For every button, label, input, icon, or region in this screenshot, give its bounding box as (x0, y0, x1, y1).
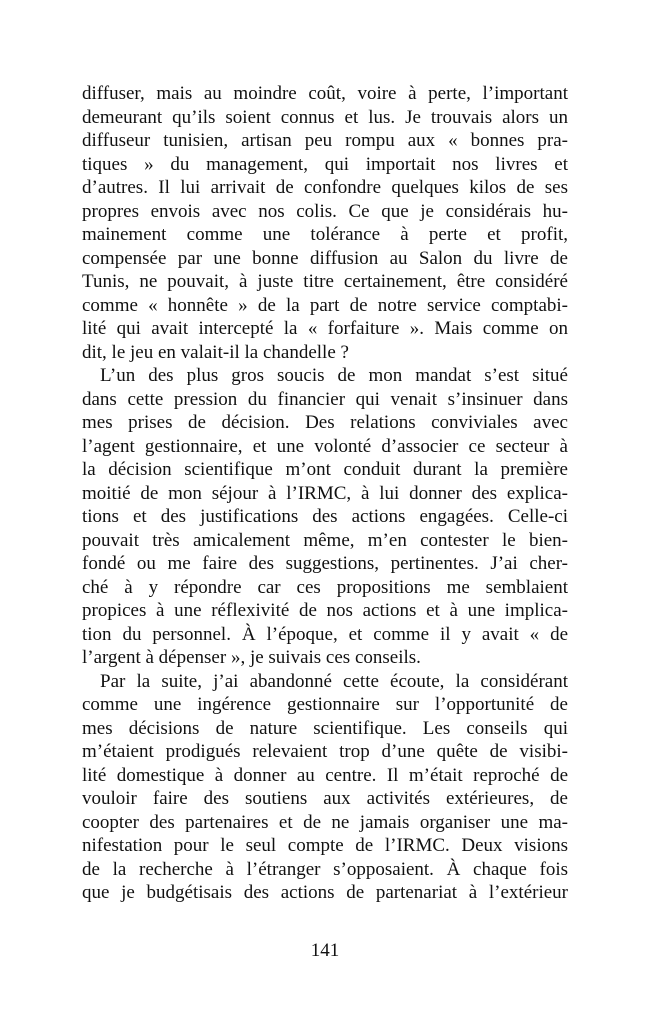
text-line: tion du personnel. À l’époque, et comme il y avait « de (82, 623, 568, 645)
text-line: m’étaient prodigués relevaient trop d’une quête de visibi- (82, 741, 568, 762)
text-line: L’un des plus gros soucis de mon mandat s’est situé (100, 365, 568, 386)
text-line: de la recherche à l’étranger s’opposaient. À chaque fois (82, 858, 568, 880)
text-line: que je budgétisais des actions de partenariat à l’extérieur (82, 882, 568, 903)
text-line: lité domestique à donner au centre. Il m’était reproché de (82, 764, 568, 786)
text-line: vouloir faire des soutiens aux activités extérieures, de (82, 788, 568, 809)
text-line: moitié de mon séjour à l’IRMC, à lui donner des explica- (82, 482, 568, 504)
text-line: mes décisions de nature scientifique. Les conseils qui (82, 717, 568, 739)
text-line: diffuseur tunisien, artisan peu rompu aux « bonnes pra- (82, 130, 568, 151)
text-line: tions et des justifications des actions engagées. Celle-ci (82, 506, 568, 527)
body-text (82, 82, 568, 905)
text-line: comme « honnête » de la part de notre service comptabi- (82, 294, 568, 316)
text-line: tiques » du management, qui importait nos livres et (82, 153, 568, 175)
text-line: nifestation pour le seul compte de l’IRMC. Deux visions (82, 835, 568, 856)
text-line: lité qui avait intercepté la « forfaiture ». Mais comme on (82, 318, 568, 339)
text-line: Par la suite, j’ai abandonné cette écoute, la considérant (100, 670, 568, 692)
paragraph-3 (82, 670, 568, 905)
text-line: demeurant qu’ils soient connus et lus. Je trouvais alors un (82, 106, 568, 128)
text-line: la décision scientifique m’ont conduit durant la première (82, 459, 568, 480)
text-line: dans cette pression du financier qui venait s’insinuer dans (82, 388, 568, 410)
text-line: d’autres. Il lui arrivait de confondre quelques kilos de ses (82, 177, 568, 198)
paragraph-2 (82, 364, 568, 670)
text-line: diffuser, mais au moindre coût, voire à perte, l’important (82, 83, 568, 104)
text-line: ché à y répondre car ces propositions me semblaient (82, 576, 568, 598)
text-line: coopter des partenaires et de ne jamais organiser une ma- (82, 811, 568, 833)
text-line: propres envois avec nos colis. Ce que je considérais hu- (82, 200, 568, 222)
page-number: 141 (310, 940, 340, 961)
text-line: Tunis, ne pouvait, à juste titre certainement, être considéré (82, 271, 568, 292)
text-line: propices à une réflexivité de nos actions et à une implica- (82, 600, 568, 621)
text-line: compensée par une bonne diffusion au Salon du livre de (82, 247, 568, 269)
text-line: l’argent à dépenser », je suivais ces conseils. (82, 647, 421, 668)
paragraph-1 (82, 82, 568, 364)
text-line: l’agent gestionnaire, et une volonté d’associer ce secteur à (82, 435, 568, 457)
text-line: comme une ingérence gestionnaire sur l’opportunité de (82, 694, 568, 715)
text-line: mainement comme une tolérance à perte et profit, (82, 224, 568, 245)
text-line: mes prises de décision. Des relations conviviales avec (82, 412, 568, 433)
text-line: pouvait très amicalement même, m’en contester le bien- (82, 529, 568, 551)
text-line: dit, le jeu en valait-il la chandelle ? (82, 341, 349, 363)
text-line: fondé ou me faire des suggestions, pertinentes. J’ai cher- (82, 553, 568, 574)
